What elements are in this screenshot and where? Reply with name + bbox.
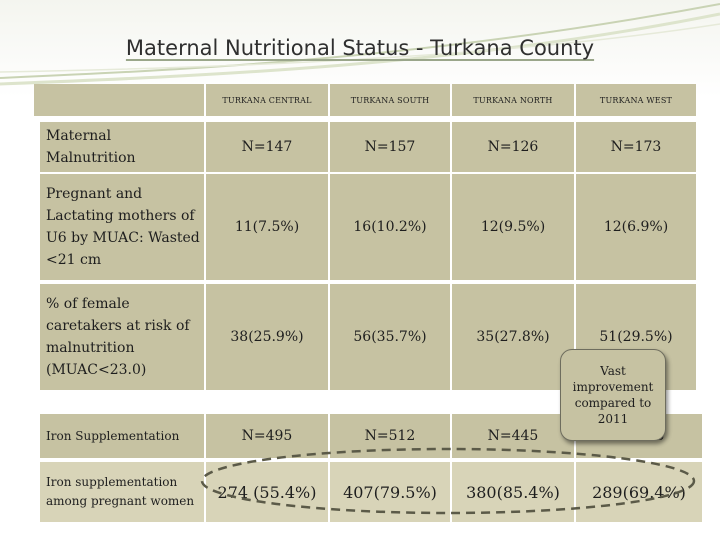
row-label-iron-supplementation: Iron Supplementation bbox=[40, 414, 204, 458]
column-header-turkana-north: TURKANA NORTH bbox=[452, 84, 574, 116]
row-label-iron-pregnant-women: Iron supplementation among pregnant women bbox=[40, 462, 204, 522]
header-label-cell bbox=[34, 84, 204, 116]
row-label-caretakers-at-risk: % of female caretakers at risk of malnutrition (MUAC<23.0) bbox=[40, 284, 204, 390]
table-cell: N=495 bbox=[206, 414, 328, 458]
table-cell: 380(85.4%) bbox=[452, 462, 574, 522]
row-label-wasted-mothers: Pregnant and Lactating mothers of U6 by MUAC: Wasted <21 cm bbox=[40, 174, 204, 280]
table-cell: 16(10.2%) bbox=[330, 174, 450, 280]
table-cell: N=126 bbox=[452, 122, 574, 172]
column-header-turkana-central: TURKANA CENTRAL bbox=[206, 84, 328, 116]
table-cell: 12(9.5%) bbox=[452, 174, 574, 280]
table-cell: 35(27.8%) bbox=[452, 284, 574, 390]
table-cell: N=157 bbox=[330, 122, 450, 172]
table-cell: N=173 bbox=[576, 122, 696, 172]
row-label-maternal-malnutrition: Maternal Malnutrition bbox=[40, 122, 204, 172]
table-cell: 11(7.5%) bbox=[206, 174, 328, 280]
slide-title: Maternal Nutritional Status - Turkana County bbox=[125, 36, 595, 60]
column-header-turkana-west: TURKANA WEST bbox=[576, 84, 696, 116]
table-cell: 289(69.4%) bbox=[576, 462, 702, 522]
table-cell: N=512 bbox=[330, 414, 450, 458]
improvement-callout: Vast improvement compared to 2011 bbox=[560, 349, 666, 441]
table-cell: 274 (55.4%) bbox=[206, 462, 328, 522]
column-header-turkana-south: TURKANA SOUTH bbox=[330, 84, 450, 116]
table-cell: N=445 bbox=[452, 414, 574, 458]
table-cell: 51(29.5%) bbox=[576, 284, 696, 390]
table-cell: 56(35.7%) bbox=[330, 284, 450, 390]
table-cell: 12(6.9%) bbox=[576, 174, 696, 280]
table-cell: 38(25.9%) bbox=[206, 284, 328, 390]
table-cell: N=147 bbox=[206, 122, 328, 172]
table-cell: 407(79.5%) bbox=[330, 462, 450, 522]
